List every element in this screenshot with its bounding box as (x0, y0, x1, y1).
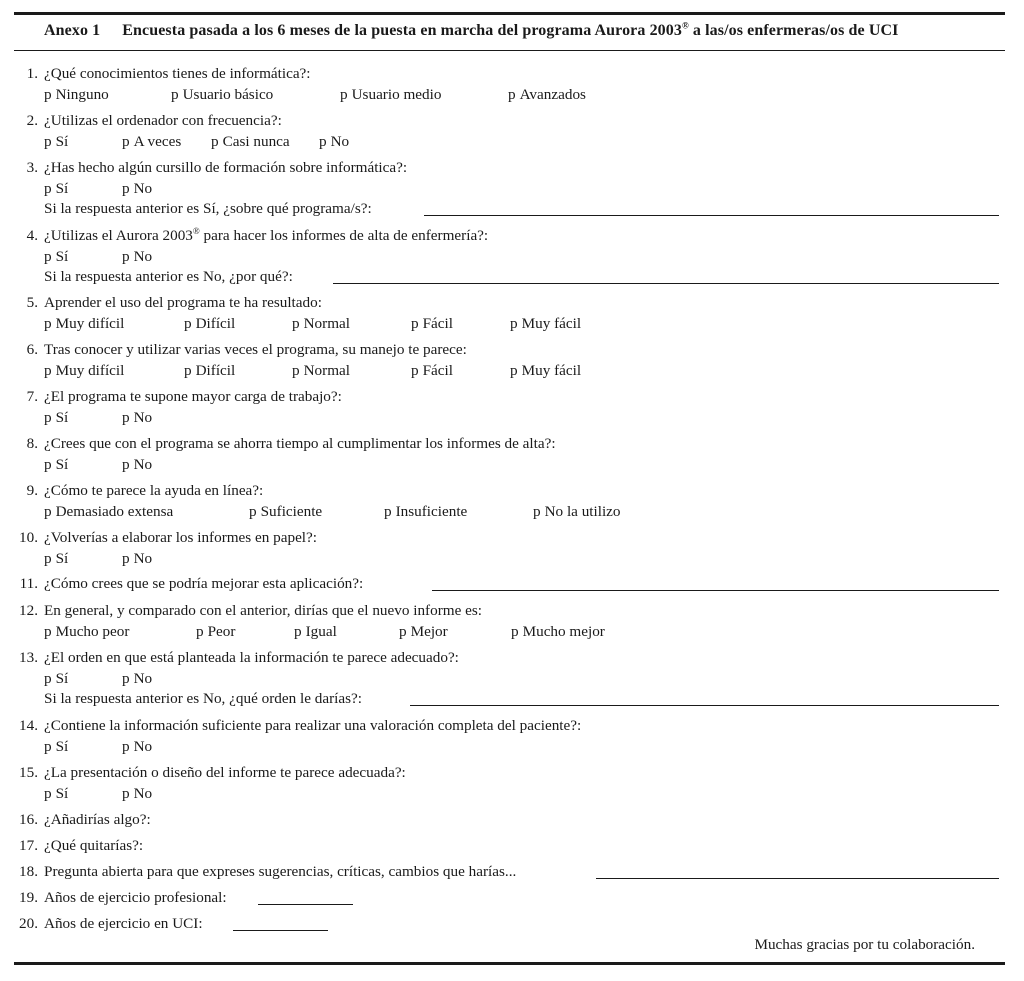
checkbox-icon: p (44, 409, 52, 426)
checkbox-icon: p (44, 248, 52, 265)
question-number: 2. (26, 112, 38, 129)
question-8 (0, 436, 1010, 477)
checkbox-icon: p (340, 86, 348, 103)
checkbox-icon: p (508, 86, 516, 103)
question-number: 9. (26, 482, 38, 499)
checkbox-icon: p (122, 550, 130, 567)
checkbox-icon: p (122, 785, 130, 802)
question-number: 14. (19, 717, 38, 734)
option-label: Sí (55, 409, 69, 426)
option-label: Sí (55, 738, 69, 755)
option-label: Avanzados (519, 86, 586, 103)
question-20 (0, 916, 1010, 937)
option-no-la-utilizo[interactable] (533, 504, 621, 519)
question-number: 11. (19, 575, 38, 592)
checkbox-icon: p (44, 785, 52, 802)
option-no[interactable] (122, 249, 152, 264)
checkbox-icon: p (44, 315, 52, 332)
option-dificil[interactable] (184, 363, 235, 378)
question-number: 4. (26, 227, 38, 244)
checkbox-icon: p (249, 503, 257, 520)
top-rule (14, 12, 1005, 15)
question-14 (0, 718, 1010, 759)
question-number: 20. (19, 915, 38, 932)
question-10 (0, 530, 1010, 571)
question-text: ¿Qué conocimientos tienes de informática?: (44, 65, 311, 82)
option-igual[interactable] (294, 624, 337, 639)
checkbox-icon: p (399, 623, 407, 640)
question-11 (0, 576, 1010, 597)
question-number: 8. (26, 435, 38, 452)
checkbox-icon: p (122, 180, 130, 197)
option-label: Suficiente (260, 503, 323, 520)
option-no[interactable] (122, 457, 152, 472)
option-label: No la utilizo (544, 503, 621, 520)
option-mucho-peor[interactable] (44, 624, 129, 639)
question-number: 17. (19, 837, 38, 854)
followup-text: Si la respuesta anterior es Sí, ¿sobre qué programa/s?: (44, 200, 372, 217)
question-5 (0, 295, 1010, 336)
option-label: Muy difícil (55, 315, 125, 332)
question-text: ¿El programa te supone mayor carga de trabajo?: (44, 388, 342, 405)
option-muy-facil[interactable] (510, 316, 581, 331)
question-number: 5. (26, 294, 38, 311)
question-text: Aprender el uso del programa te ha resultado: (44, 294, 322, 311)
question-number: 16. (19, 811, 38, 828)
option-muy-dificil[interactable] (44, 316, 124, 331)
checkbox-icon: p (510, 315, 518, 332)
option-muy-facil[interactable] (510, 363, 581, 378)
option-label: Normal (303, 315, 350, 332)
checkbox-icon: p (184, 362, 192, 379)
annex-header (44, 22, 1004, 40)
checkbox-icon: p (122, 456, 130, 473)
checkbox-icon: p (122, 409, 130, 426)
question-text: ¿Contiene la información suficiente para realizar una valoración completa del paciente?: (44, 717, 582, 734)
question-19 (0, 890, 1010, 911)
followup-text: Si la respuesta anterior es No, ¿por qué?: (44, 268, 293, 285)
checkbox-icon: p (44, 362, 52, 379)
checkbox-icon: p (122, 248, 130, 265)
option-label: Insuficiente (395, 503, 468, 520)
checkbox-icon: p (44, 738, 52, 755)
question-2 (0, 113, 1010, 154)
option-si[interactable] (44, 786, 68, 801)
option-label: Demasiado extensa (55, 503, 174, 520)
checkbox-icon: p (44, 133, 52, 150)
checkbox-icon: p (533, 503, 541, 520)
question-text: ¿El orden en que está planteada la información te parece adecuado?: (44, 649, 459, 666)
option-si[interactable] (44, 457, 68, 472)
question-number: 13. (19, 649, 38, 666)
option-label: Normal (303, 362, 350, 379)
checkbox-icon: p (292, 362, 300, 379)
question-number: 7. (26, 388, 38, 405)
option-label: Difícil (195, 362, 236, 379)
option-label: No (133, 785, 153, 802)
question-15 (0, 765, 1010, 806)
checkbox-icon: p (211, 133, 219, 150)
option-label: Peor (207, 623, 236, 640)
question-number: 15. (19, 764, 38, 781)
option-si[interactable] (44, 739, 68, 754)
option-usuario-basico[interactable] (171, 87, 273, 102)
question-text: ¿Qué quitarías?: (44, 837, 144, 854)
checkbox-icon: p (511, 623, 519, 640)
option-label: No (133, 670, 153, 687)
option-no[interactable] (122, 671, 152, 686)
checkbox-icon: p (292, 315, 300, 332)
checkbox-icon: p (122, 133, 130, 150)
option-label: Muy difícil (55, 362, 125, 379)
question-number: 12. (19, 602, 38, 619)
option-suficiente[interactable] (249, 504, 322, 519)
checkbox-icon: p (44, 180, 52, 197)
question-7 (0, 389, 1010, 430)
checkbox-icon: p (44, 550, 52, 567)
option-si[interactable] (44, 249, 68, 264)
question-text: ¿Utilizas el Aurora 2003® para hacer los informes de alta de enfermería?: (44, 225, 489, 244)
option-facil[interactable] (411, 316, 453, 331)
answer-line[interactable] (333, 283, 999, 284)
option-label: Sí (55, 133, 69, 150)
option-normal[interactable] (292, 363, 350, 378)
question-text: Tras conocer y utilizar varias veces el programa, su manejo te parece: (44, 341, 467, 358)
option-si[interactable] (44, 410, 68, 425)
option-mejor[interactable] (399, 624, 448, 639)
option-label: Sí (55, 248, 69, 265)
option-si[interactable] (44, 671, 68, 686)
question-6 (0, 342, 1010, 383)
question-3 (0, 160, 1010, 223)
option-dificil[interactable] (184, 316, 235, 331)
option-muy-dificil[interactable] (44, 363, 124, 378)
checkbox-icon: p (411, 315, 419, 332)
checkbox-icon: p (294, 623, 302, 640)
question-18 (0, 864, 1010, 885)
option-label: Sí (55, 785, 69, 802)
option-normal[interactable] (292, 316, 350, 331)
question-text: ¿Has hecho algún cursillo de formación sobre informática?: (44, 159, 408, 176)
option-label: Ninguno (55, 86, 109, 103)
option-peor[interactable] (196, 624, 235, 639)
checkbox-icon: p (384, 503, 392, 520)
answer-line[interactable] (233, 930, 328, 931)
question-number: 1. (26, 65, 38, 82)
checkbox-icon: p (44, 670, 52, 687)
option-label: Mejor (410, 623, 448, 640)
option-demasiado-extensa[interactable] (44, 504, 173, 519)
option-mucho-mejor[interactable] (511, 624, 605, 639)
answer-line[interactable] (596, 878, 999, 879)
checkbox-icon: p (44, 623, 52, 640)
option-label: No (133, 248, 153, 265)
option-label: No (133, 409, 153, 426)
option-si[interactable] (44, 134, 68, 149)
option-label: No (133, 550, 153, 567)
checkbox-icon: p (44, 503, 52, 520)
answer-line[interactable] (410, 705, 999, 706)
option-label: No (133, 180, 153, 197)
option-label: Mucho peor (55, 623, 130, 640)
question-text: ¿Crees que con el programa se ahorra tiempo al cumplimentar los informes de alta?: (44, 435, 556, 452)
option-a-veces[interactable] (122, 134, 181, 149)
question-text: ¿Volverías a elaborar los informes en papel?: (44, 529, 317, 546)
option-label: Difícil (195, 315, 236, 332)
option-label: Usuario medio (351, 86, 442, 103)
question-text: ¿La presentación o diseño del informe te parece adecuada?: (44, 764, 406, 781)
option-label: A veces (133, 133, 182, 150)
option-label: Fácil (422, 315, 453, 332)
question-text: En general, y comparado con el anterior, dirías que el nuevo informe es: (44, 602, 482, 619)
question-text: ¿Utilizas el ordenador con frecuencia?: (44, 112, 282, 129)
option-no[interactable] (122, 410, 152, 425)
checkbox-icon: p (411, 362, 419, 379)
option-label: Sí (55, 670, 69, 687)
question-17 (0, 838, 1010, 859)
followup-text: Si la respuesta anterior es No, ¿qué orden le darías?: (44, 690, 362, 707)
question-1 (0, 66, 1010, 107)
question-12 (0, 603, 1010, 644)
option-label: Muy fácil (521, 362, 582, 379)
checkbox-icon: p (319, 133, 327, 150)
answer-line[interactable] (424, 215, 999, 216)
question-text: ¿Añadirías algo?: (44, 811, 151, 828)
option-label: No (133, 738, 153, 755)
option-label: Muy fácil (521, 315, 582, 332)
option-label: Mucho mejor (522, 623, 605, 640)
option-si[interactable] (44, 181, 68, 196)
question-text: ¿Cómo crees que se podría mejorar esta aplicación?: (44, 575, 364, 592)
question-number: 19. (19, 889, 38, 906)
registered-mark: ® (681, 20, 689, 31)
option-si[interactable] (44, 551, 68, 566)
option-avanzados[interactable] (508, 87, 586, 102)
option-no[interactable] (122, 739, 152, 754)
question-16 (0, 812, 1010, 833)
option-label: Usuario básico (182, 86, 274, 103)
option-casi-nunca[interactable] (211, 134, 290, 149)
checkbox-icon: p (122, 670, 130, 687)
checkbox-icon: p (44, 456, 52, 473)
option-label: No (330, 133, 350, 150)
option-label: Igual (305, 623, 337, 640)
option-label: Sí (55, 550, 69, 567)
registered-mark: ® (192, 225, 200, 236)
answer-line[interactable] (258, 904, 353, 905)
bottom-rule (14, 962, 1005, 965)
annex-label: Anexo 1 (44, 22, 101, 39)
option-facil[interactable] (411, 363, 453, 378)
option-ninguno[interactable] (44, 87, 109, 102)
option-no[interactable] (122, 181, 152, 196)
option-no[interactable] (319, 134, 349, 149)
checkbox-icon: p (44, 86, 52, 103)
answer-line[interactable] (432, 590, 999, 591)
question-13 (0, 650, 1010, 713)
checkbox-icon: p (510, 362, 518, 379)
question-number: 18. (19, 863, 38, 880)
option-label: Sí (55, 456, 69, 473)
option-label: Casi nunca (222, 133, 290, 150)
question-number: 10. (19, 529, 38, 546)
question-text: Años de ejercicio profesional: (44, 889, 227, 906)
option-usuario-medio[interactable] (340, 87, 441, 102)
question-number: 3. (26, 159, 38, 176)
question-4 (0, 225, 1010, 291)
annex-title-tail: a las/os enfermeras/os de UCI (688, 22, 899, 39)
option-no[interactable] (122, 786, 152, 801)
checkbox-icon: p (171, 86, 179, 103)
option-label: No (133, 456, 153, 473)
option-label: Sí (55, 180, 69, 197)
question-text: Pregunta abierta para que expreses sugerencias, críticas, cambios que harías... (44, 863, 517, 880)
annex-title: Encuesta pasada a los 6 meses de la puesta en marcha del programa Aurora 2003 (122, 22, 682, 39)
option-insuficiente[interactable] (384, 504, 467, 519)
header-rule (14, 50, 1005, 51)
checkbox-icon: p (122, 738, 130, 755)
question-number: 6. (26, 341, 38, 358)
checkbox-icon: p (196, 623, 204, 640)
checkbox-icon: p (184, 315, 192, 332)
option-no[interactable] (122, 551, 152, 566)
question-9 (0, 483, 1010, 524)
closing-text: Muchas gracias por tu colaboración. (754, 936, 975, 953)
question-text: ¿Cómo te parece la ayuda en línea?: (44, 482, 264, 499)
option-label: Fácil (422, 362, 453, 379)
question-text: Años de ejercicio en UCI: (44, 915, 203, 932)
